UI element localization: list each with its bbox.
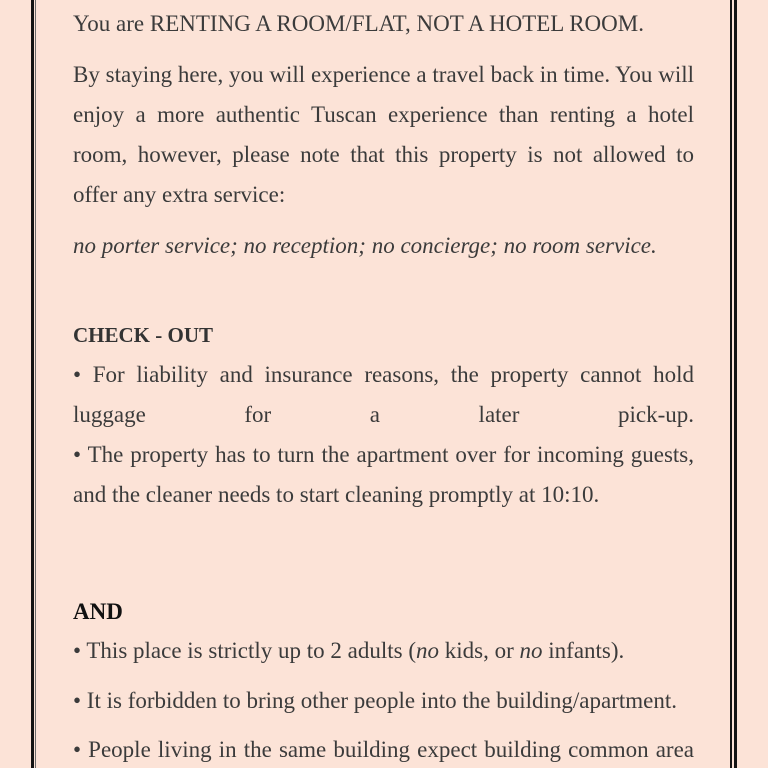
and-heading: AND bbox=[73, 599, 123, 624]
right-border-rule bbox=[734, 0, 737, 768]
no-services-note: no porter service; no reception; no concierge; no room service. bbox=[73, 233, 657, 258]
rule-item-common-area: • People living in the same building expect building common area bbox=[73, 737, 694, 762]
rule-item-occupancy-emphasis-1: no bbox=[416, 638, 440, 663]
rule-item-occupancy bbox=[73, 631, 694, 671]
rule-item-occupancy-emphasis-2: no bbox=[519, 638, 543, 663]
checkout-item-luggage: • For liability and insurance reasons, the property cannot hold luggage for a later pick-up. bbox=[73, 362, 694, 427]
left-border-inner-rule bbox=[35, 0, 36, 768]
rental-type-notice: You are RENTING A ROOM/FLAT, NOT A HOTEL ROOM. bbox=[73, 11, 644, 36]
checkout-heading: CHECK - OUT bbox=[73, 323, 214, 347]
rule-item-no-visitors: • It is forbidden to bring other people into the building/apartment. bbox=[73, 688, 678, 713]
left-border-rule bbox=[31, 0, 34, 768]
rule-item-occupancy-text-end: infants). bbox=[542, 638, 625, 663]
right-border-inner-rule bbox=[730, 0, 732, 768]
checkout-item-cleaning: • The property has to turn the apartment over for incoming guests, and the cleaner needs to start cleaning promptly at 10:10. bbox=[73, 442, 694, 507]
property-description-paragraph: By staying here, you will experience a travel back in time. You will enjoy a more authentic Tuscan experience than renting a hotel room, however, please note that this property is not allowed to offer any extra service: bbox=[73, 62, 694, 207]
rule-item-occupancy-text-middle: kids, or bbox=[439, 638, 520, 663]
rule-item-occupancy-text-start: • This place is strictly up to 2 adults ( bbox=[73, 638, 417, 663]
